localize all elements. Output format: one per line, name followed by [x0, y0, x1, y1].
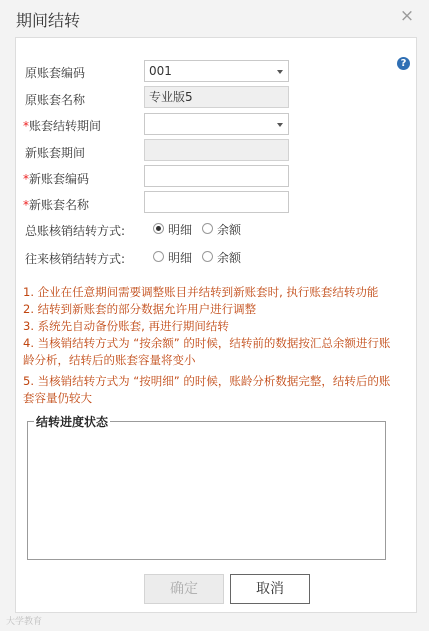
confirm-button[interactable]: 确定	[144, 574, 224, 604]
source-name-value: 专业版5	[149, 90, 193, 104]
note-item: 1. 企业在任意期间需要调整账目并结转到新账套时, 执行账套结转功能	[23, 285, 379, 299]
transfer-period-select[interactable]	[144, 113, 289, 135]
note-item: 2. 结转到新账套的部分数据允许用户进行调整	[23, 302, 257, 316]
cancel-button[interactable]: 取消	[230, 574, 310, 604]
transfer-period-label	[23, 117, 101, 134]
source-code-value: 001	[149, 64, 172, 78]
source-code-label: 原账套编码	[25, 66, 86, 80]
ar-method-radio-balance[interactable]	[202, 251, 213, 262]
chevron-down-icon	[277, 70, 283, 74]
ar-method-option-detail[interactable]: 明细	[168, 251, 193, 265]
transfer-period-label-text: 账套结转期间	[29, 119, 102, 133]
watermark-logo: 大学教育	[6, 617, 43, 627]
new-code-label-text: 新账套编码	[29, 172, 90, 186]
gl-method-radio-balance[interactable]	[202, 223, 213, 234]
ar-method-option-balance[interactable]: 余额	[217, 251, 242, 265]
new-period-label: 新账套期间	[25, 146, 86, 160]
dialog-title: 期间结转	[16, 11, 81, 30]
gl-method-label: 总账核销结转方式:	[25, 224, 126, 238]
required-mark: *	[23, 198, 29, 212]
new-period-field	[144, 139, 289, 161]
dialog-titlebar	[0, 0, 429, 36]
note-item: 4. 当核销结转方式为 “按余额” 的时候，结转前的数据按汇总余额进行账龄分析，结转后的账套容量将变小	[23, 336, 391, 367]
required-mark: *	[23, 172, 29, 186]
help-icon[interactable]: ?	[397, 57, 410, 70]
new-name-label	[23, 196, 89, 213]
gl-method-radio-detail[interactable]	[153, 223, 164, 234]
chevron-down-icon	[277, 123, 283, 127]
source-name-field	[144, 86, 289, 108]
new-code-input[interactable]	[144, 165, 289, 187]
required-mark: *	[23, 119, 29, 133]
source-name-label: 原账套名称	[25, 93, 86, 107]
close-icon[interactable]: ×	[399, 6, 415, 26]
new-name-input[interactable]	[144, 191, 289, 213]
ar-method-radio-detail[interactable]	[153, 251, 164, 262]
status-box	[27, 421, 386, 560]
status-title: 结转进度状态	[36, 415, 109, 429]
note-item: 3. 系统先自动备份账套, 再进行期间结转	[23, 319, 229, 333]
note-item: 5. 当核销结转方式为 “按明细” 的时候，账龄分析数据完整，结转后的账套容量仍较大	[23, 374, 391, 405]
ar-method-label: 往来核销结转方式:	[25, 252, 126, 266]
source-code-select[interactable]	[144, 60, 289, 82]
gl-method-option-balance[interactable]: 余额	[217, 223, 242, 237]
gl-method-option-detail[interactable]: 明细	[168, 223, 193, 237]
new-name-label-text: 新账套名称	[29, 198, 90, 212]
new-code-label	[23, 170, 89, 187]
